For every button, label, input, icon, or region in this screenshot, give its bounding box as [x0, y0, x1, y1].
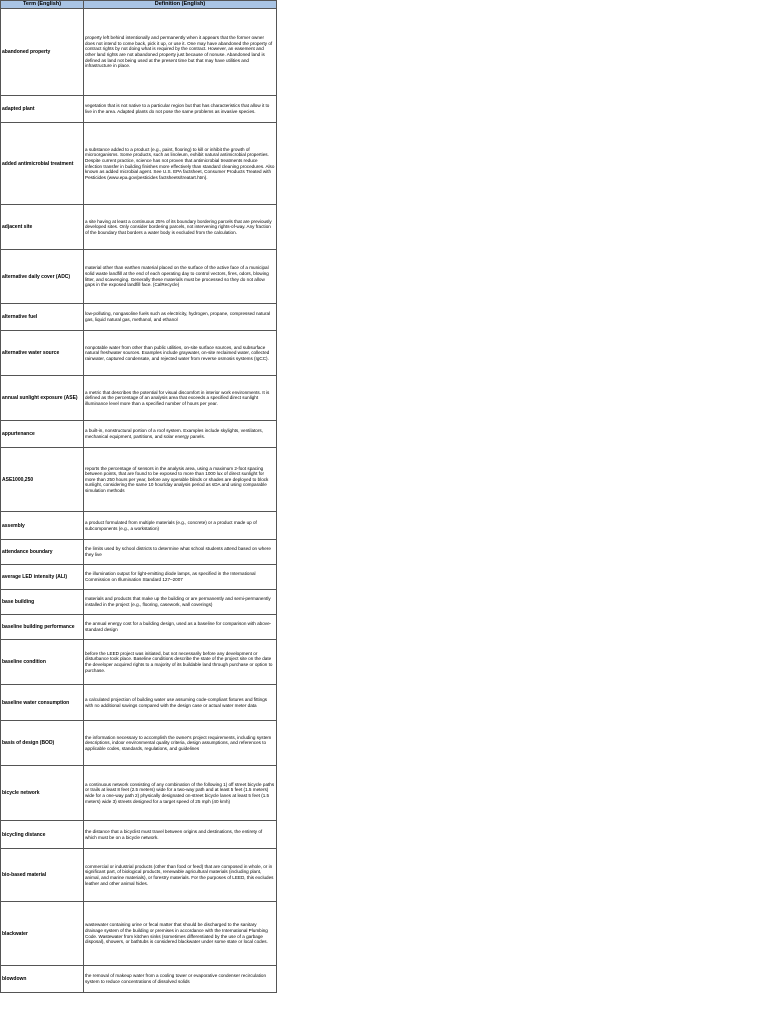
- term-cell: appurtenance: [1, 421, 84, 448]
- definition-cell: a continuous network consisting of any combination of the following 1) off street bicycle paths or trails at least 8 feet (2.5 meters) wide for a two-way path and at least 5 feet (1.5 meters) wide for a one-way path 2) physically designated on-street bicycle lanes at least 5 feet (1.5 meters) wide 3) streets designed for a target speed of 25 mph (40 kmh): [84, 766, 277, 821]
- table-row: [1, 250, 277, 304]
- table-row: [1, 123, 277, 205]
- definition-cell: reports the percentage of sensors in the analysis area, using a maximum 2-foot spacing between points, that are found to be exposed to more than 1000 lux of direct sunlight for more than 250 hours per year, before any operable blinds or shades are deployed to block sunlight, considering the same 10 hour/day analysis period as sDA and using comparable simulation methods: [84, 448, 277, 512]
- term-cell: blowdown: [1, 966, 84, 993]
- definition-cell: nonpotable water from other than public utilities, on-site surface sources, and subsurface natural freshwater sources. Examples include graywater, on-site reclaimed water, collected rainwater, captured condensate, and rejected water from reverse osmosis systems (IgCC).: [84, 331, 277, 376]
- definition-cell: a substance added to a product (e.g., paint, flooring) to kill or inhibit the growth of microorganisms. Some products, such as linoleum, exhibit natural antimicrobial properties. Despite current practice, science has not proven that antimicrobial treatments reduce infection transfer in building finishes more effectively than standard cleaning procedures. Also known as added microbial agent. See U.S. EPA factsheet, Consumer Products Treated with Pesticides (www.epa.gov/pesticides factsheets/treatart.htm).: [84, 123, 277, 205]
- definition-cell: the annual energy cost for a building design, used as a baseline for comparison with above-standard design: [84, 615, 277, 640]
- table-row: [1, 421, 277, 448]
- definition-cell: wastewater containing urine or fecal matter that should be discharged to the sanitary drainage system of the building or premises in accordance with the International Plumbing Code. Wastewater from kitchen sinks (sometimes differentiated by the use of a garbage disposal), showers, or bathtubs is considered blackwater under some state or local codes.: [84, 902, 277, 966]
- definition-cell: a site having at least a continuous 25% of its boundary bordering parcels that are previously developed sites. Only consider bordering parcels, not intervening rights-of-way. Any fraction of the boundary that borders a water body is excluded from the calculation.: [84, 205, 277, 250]
- definition-cell: a product formulated from multiple materials (e.g., concrete) or a product made up of subcomponents (e.g., a workstation): [84, 512, 277, 540]
- term-cell: baseline building performance: [1, 615, 84, 640]
- definition-column-header: Definition (English): [84, 1, 277, 9]
- term-cell: added antimicrobial treatment: [1, 123, 84, 205]
- table-row: [1, 376, 277, 421]
- table-row: [1, 849, 277, 902]
- term-cell: assembly: [1, 512, 84, 540]
- term-cell: annual sunlight exposure (ASE): [1, 376, 84, 421]
- definition-cell: the removal of makeup water from a cooling tower or evaporative condenser recirculation system to reduce concentrations of dissolved solids: [84, 966, 277, 993]
- table-row: [1, 640, 277, 685]
- term-cell: alternative water source: [1, 331, 84, 376]
- table-row: [1, 685, 277, 721]
- term-cell: ASE1000,250: [1, 448, 84, 512]
- term-cell: abandoned property: [1, 9, 84, 96]
- term-cell: average LED intensity (ALI): [1, 565, 84, 590]
- term-cell: base building: [1, 590, 84, 615]
- term-column-header: Term (English): [1, 1, 84, 9]
- term-cell: adjacent site: [1, 205, 84, 250]
- table-row: [1, 331, 277, 376]
- table-row: [1, 540, 277, 565]
- term-cell: baseline condition: [1, 640, 84, 685]
- table-row: [1, 565, 277, 590]
- term-cell: baseline water consumption: [1, 685, 84, 721]
- definition-cell: materials and products that make up the building or are permanently and semi-permanently installed in the project (e.g., flooring, casework, wall coverings): [84, 590, 277, 615]
- definition-cell: vegetation that is not native to a particular region but that has characteristics that allow it to live in the area. Adapted plants do not pose the same problems as invasive species.: [84, 96, 277, 123]
- table-row: [1, 615, 277, 640]
- term-cell: bicycling distance: [1, 821, 84, 849]
- table-row: [1, 512, 277, 540]
- table-row: [1, 205, 277, 250]
- term-cell: basis of design (BOD): [1, 721, 84, 766]
- table-header-row: [1, 1, 277, 9]
- table-row: [1, 590, 277, 615]
- table-row: [1, 902, 277, 966]
- definition-cell: the illumination output for light-emitting diode lamps, as specified in the International Commission on Illumination Standard 127–2007: [84, 565, 277, 590]
- term-cell: bio-based material: [1, 849, 84, 902]
- term-cell: blackwater: [1, 902, 84, 966]
- definition-cell: before the LEED project was initiated, but not necessarily before any development or disturbance took place. Baseline conditions describe the state of the project site on the date the developer acquired rights to a majority of its buildable land through purchase or option to purchase.: [84, 640, 277, 685]
- definition-cell: a metric that describes the potential for visual discomfort in interior work environments. It is defined as the percentage of an analysis area that exceeds a specified direct sunlight illuminance level more than a specified number of hours per year.: [84, 376, 277, 421]
- term-cell: attendance boundary: [1, 540, 84, 565]
- definition-cell: commercial or industrial products (other than food or feed) that are composed in whole, or in significant part, of biological products, renewable agricultural materials (including plant, animal, and marine materials), or forestry materials. For the purposes of LEED, this excludes leather and other animal hides.: [84, 849, 277, 902]
- definition-cell: a built-in, nonstructural portion of a roof system. Examples include skylights, ventilators, mechanical equipment, partitions, and solar energy panels.: [84, 421, 277, 448]
- definition-cell: property left behind intentionally and permanently when it appears that the former owner does not intend to come back, pick it up, or use it. One may have abandoned the property of contract rights by not doing what is required by the contract. However, an easement and other land rights are not abandoned property just because of nonuse. Abandoned land is defined as land not being used at the present time but that may have utilities and infrastructure in place.: [84, 9, 277, 96]
- definition-cell: the information necessary to accomplish the owner's project requirements, including system descriptions, indoor environmental quality criteria, design assumptions, and references to applicable codes, standards, regulations, and guidelines: [84, 721, 277, 766]
- table-row: [1, 721, 277, 766]
- definition-cell: material other than earthen material placed on the surface of the active face of a municipal solid waste landfill at the end of each operating day to control vectors, fires, odors, blowing litter, and scavenging. Generally these materials must be processed so they do not allow gaps in the exposed landfill face. (CalRecycle): [84, 250, 277, 304]
- definition-cell: the distance that a bicyclist must travel between origins and destinations, the entirety of which must be on a bicycle network.: [84, 821, 277, 849]
- table-row: [1, 448, 277, 512]
- table-row: [1, 304, 277, 331]
- definition-cell: the limits used by school districts to determine what school students attend based on where they live: [84, 540, 277, 565]
- term-cell: alternative fuel: [1, 304, 84, 331]
- term-cell: bicycle network: [1, 766, 84, 821]
- table-row: [1, 9, 277, 96]
- term-cell: alternative daily cover (ADC): [1, 250, 84, 304]
- glossary-table: [0, 0, 277, 993]
- table-row: [1, 96, 277, 123]
- definition-cell: low-polluting, nongasoline fuels such as electricity, hydrogen, propane, compressed natural gas, liquid natural gas, methanol, and ethanol: [84, 304, 277, 331]
- table-row: [1, 966, 277, 993]
- term-cell: adapted plant: [1, 96, 84, 123]
- table-row: [1, 821, 277, 849]
- table-row: [1, 766, 277, 821]
- definition-cell: a calculated projection of building water use assuming code-compliant fixtures and fittings with no additional savings compared with the design case or actual water meter data: [84, 685, 277, 721]
